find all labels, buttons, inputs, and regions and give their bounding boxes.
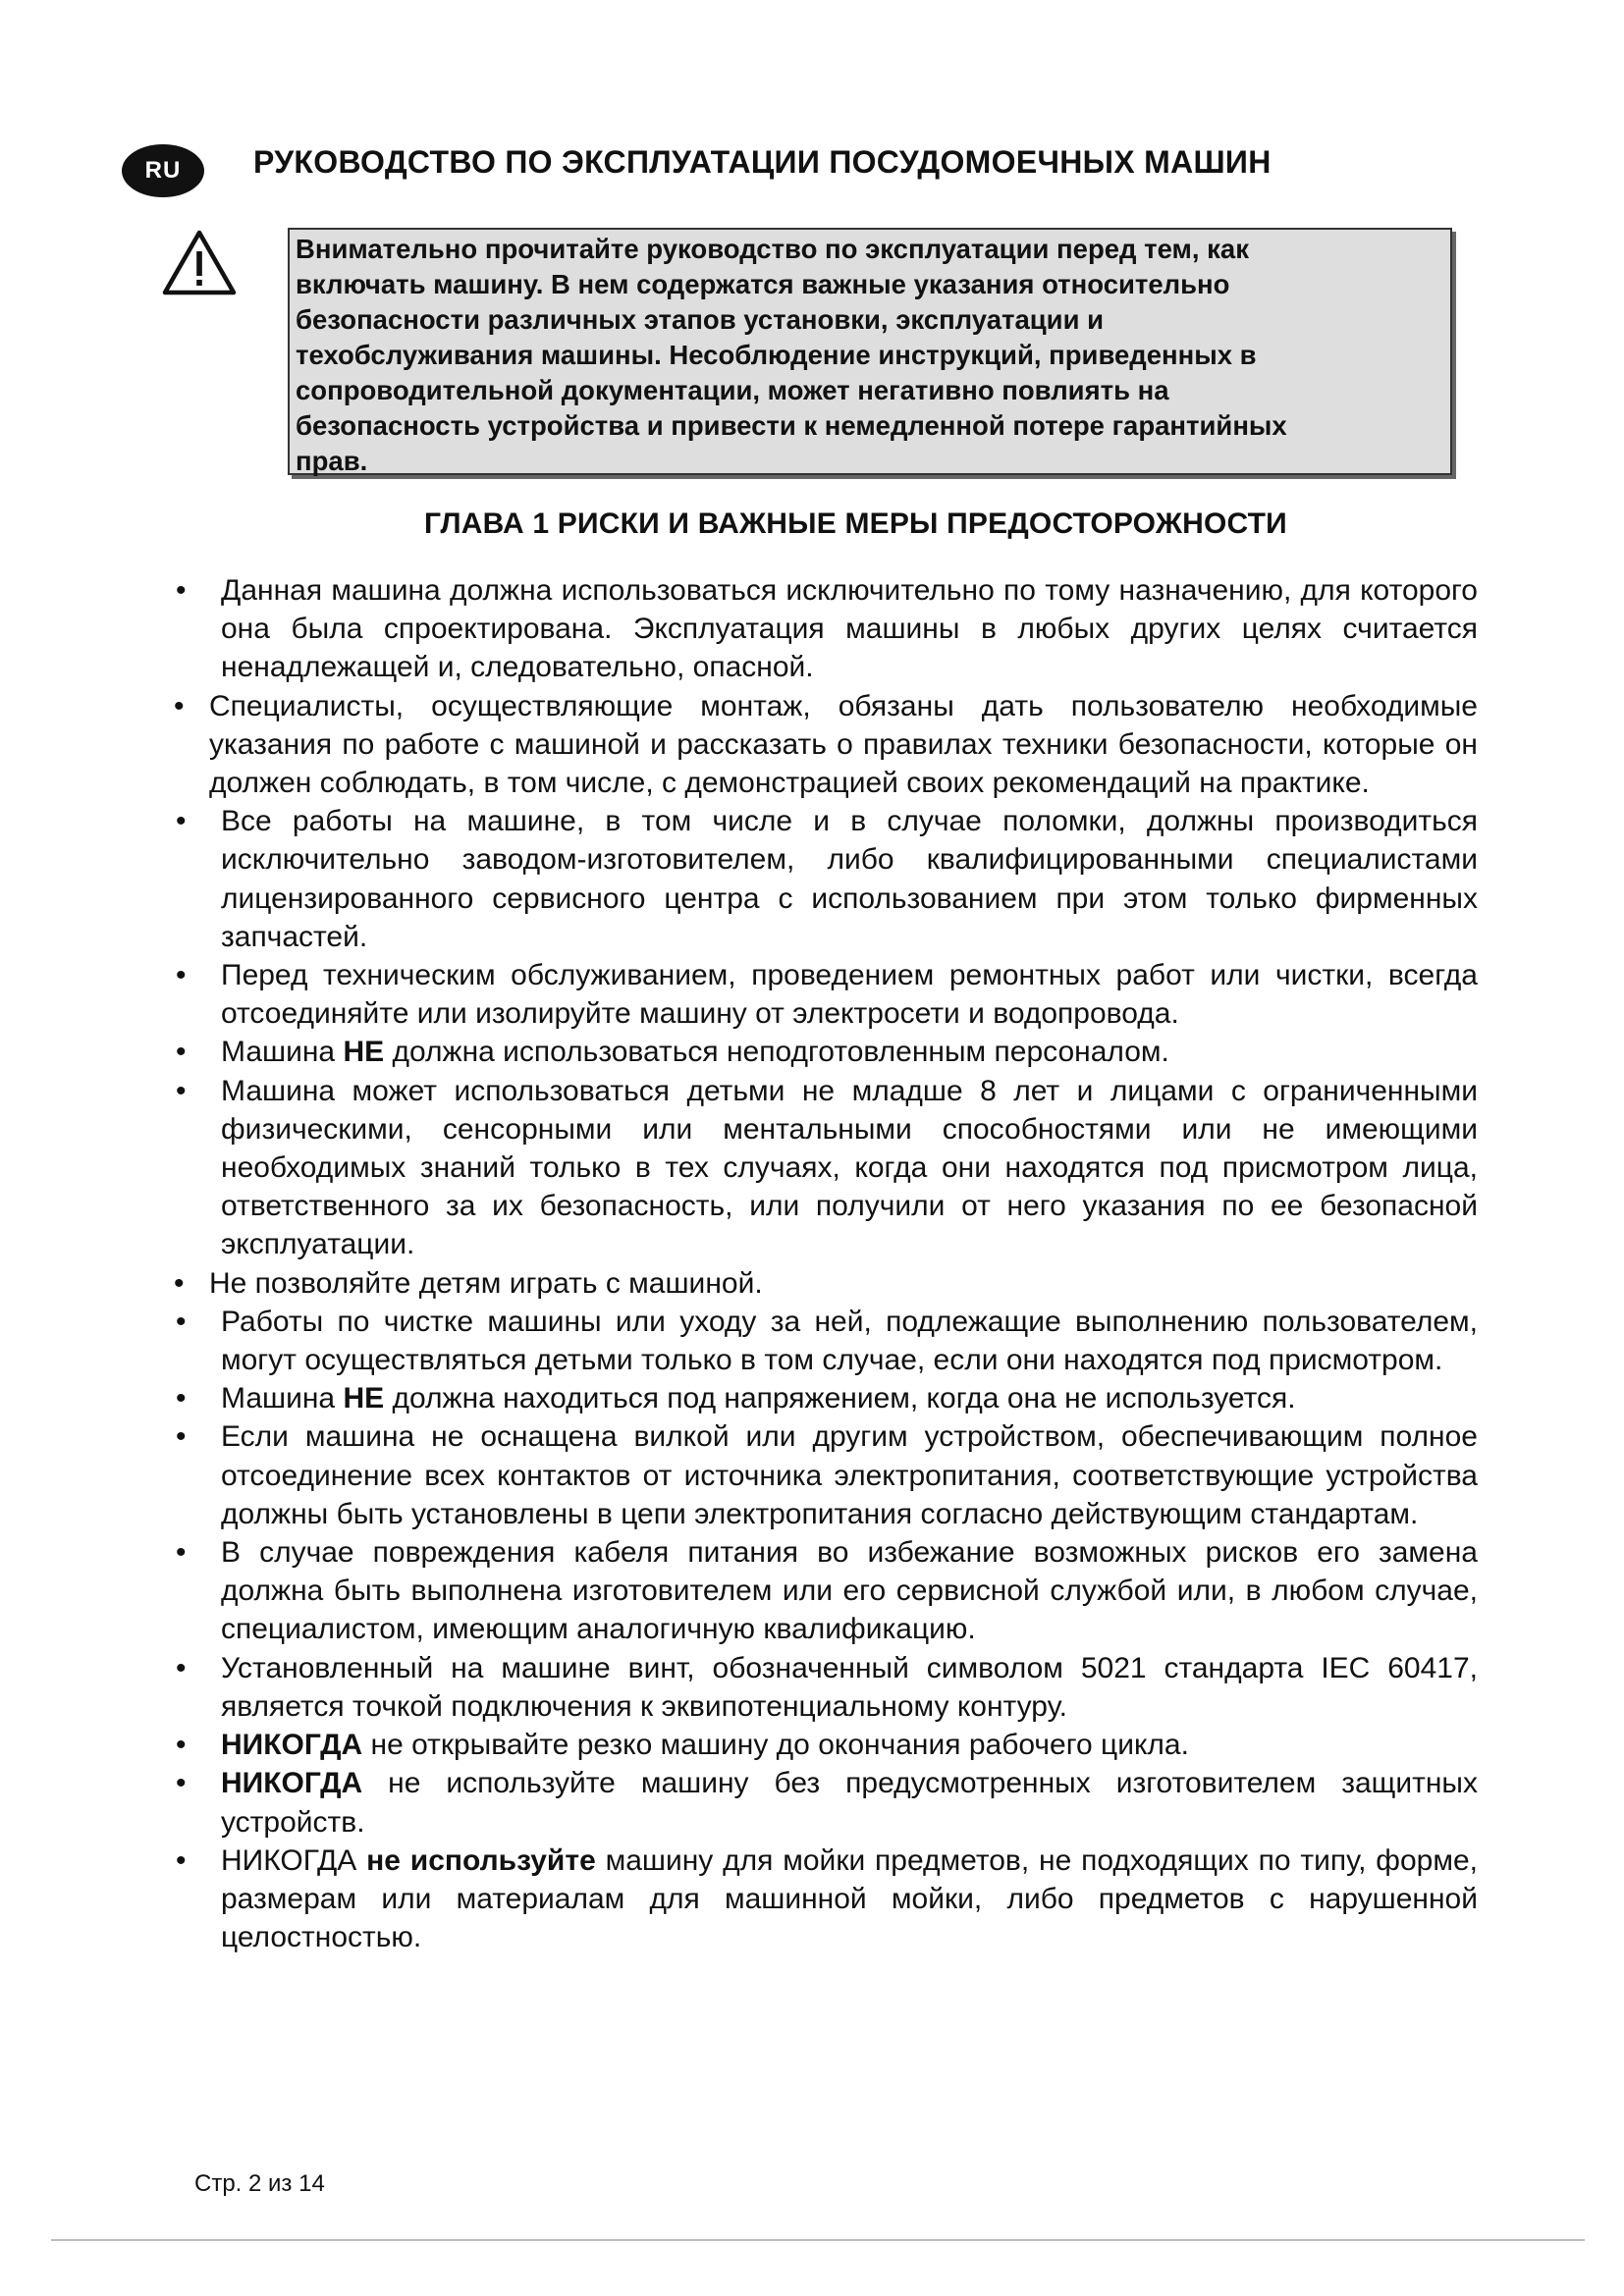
list-item: [170, 687, 1478, 803]
rule-emphasis: НИКОГДА: [221, 1767, 363, 1800]
warning-line: Внимательно прочитайте руководство по эксплуатации перед тем, как: [296, 234, 1249, 264]
rule-text: Машина: [221, 1382, 344, 1415]
rule-text: не открывайте резко машину до окончания рабочего цикла.: [362, 1729, 1189, 1762]
rule-text: машину для мойки предметов, не подходящих по типу, форме, размерам или материалам для машинной мойки, либо предметов с нарушенной целостностью.: [221, 1843, 1478, 1954]
list-item: [170, 802, 1478, 956]
rule-emphasis: НИКОГДА: [221, 1729, 363, 1762]
list-item: [170, 1072, 1478, 1264]
list-item: [170, 1303, 1478, 1379]
rule-text: Не позволяйте детям играть с машиной.: [209, 1266, 763, 1300]
rule-text: Все работы на машине, в том числе и в случае поломки, должны производиться исключительно заводом-изготовителем, либо квалифицированными специалистами лицензированного сервисного центра с использованием при этом только фирменных запчастей.: [221, 805, 1478, 953]
rule-text: Машина: [221, 1036, 344, 1069]
list-item: [170, 956, 1478, 1033]
rule-text: Установленный на машине винт, обозначенный символом 5021 стандарта IEC 60417, является точкой подключения к эквипотенциальному контуру.: [221, 1651, 1478, 1723]
warning-line: включать машину. В нем содержатся важные указания относительно: [296, 269, 1230, 299]
list-item: [170, 1842, 1478, 1957]
list-item: [170, 1764, 1478, 1841]
rule-text: Машина может использоваться детьми не младше 8 лет и лицами с ограниченными физическими, сенсорными или ментальными способностями или не имеющими необходимых знаний только в тех случаях, когда они находятся под присмотром лица, ответственного за их безопасность, или получили от него указания по ее безопасной эксплуатации.: [221, 1074, 1478, 1261]
warning-triangle-icon: [161, 228, 238, 296]
warning-line: сопроводительной документации, может негативно повлиять на: [296, 375, 1169, 405]
document-title: РУКОВОДСТВО ПО ЭКСПЛУАТАЦИИ ПОСУДОМОЕЧНЫХ МАШИН: [253, 144, 1272, 180]
rule-text: должна находиться под напряжением, когда она не используется.: [384, 1382, 1296, 1415]
list-item: [170, 1726, 1478, 1764]
rule-emphasis: НЕ: [343, 1382, 385, 1415]
rule-text: не используйте машину без предусмотренных изготовителем защитных устройств.: [221, 1767, 1478, 1839]
rule-emphasis: НЕ: [343, 1036, 385, 1069]
rule-text: Перед техническим обслуживанием, проведением ремонтных работ или чистки, всегда отсоединяйте или изолируйте машину от электросети и водопровода.: [221, 959, 1478, 1031]
rule-text: Специалисты, осуществляющие монтаж, обязаны дать пользователю необходимые указания по работе с машиной и рассказать о правилах техники безопасности, которые он должен соблюдать, в том числе, с демонстрацией своих рекомендаций на практике.: [209, 689, 1478, 800]
rule-text: Если машина не оснащена вилкой или другим устройством, обеспечивающим полное отсоединение всех контактов от источника электропитания, соответствующие устройства должны быть установлены в цепи электропитания согласно действующим стандартам.: [221, 1420, 1478, 1530]
warning-line: безопасность устройства и привести к немедленной потере гарантийных: [296, 410, 1287, 441]
warning-line: техобслуживания машины. Несоблюдение инструкций, приведенных в: [296, 340, 1257, 370]
list-item: [170, 1417, 1478, 1533]
rule-text: Данная машина должна использоваться исключительно по тому назначению, для которого она была спроектирована. Эксплуатация машины в любых других целях считается ненадлежащей и, следовательно, опасной.: [221, 574, 1478, 684]
footer-divider: [51, 2239, 1585, 2241]
rule-emphasis: не используйте: [366, 1843, 596, 1877]
page-number: Стр. 2 из 14: [194, 2170, 325, 2197]
safety-rules-list: [170, 571, 1478, 1956]
list-item: [170, 571, 1478, 687]
chapter-heading: ГЛАВА 1 РИСКИ И ВАЖНЫЕ МЕРЫ ПРЕДОСТОРОЖНОСТИ: [424, 507, 1287, 540]
rule-text: должна использоваться неподготовленным персоналом.: [384, 1036, 1169, 1069]
warning-line: безопасности различных этапов установки, эксплуатации и: [296, 304, 1105, 335]
list-item: [170, 1379, 1478, 1417]
list-item: [170, 1649, 1478, 1726]
language-badge: RU: [122, 144, 204, 197]
rule-text: В случае повреждения кабеля питания во избежание возможных рисков его замена должна быть выполнена изготовителем или его сервисной службой или, в любом случае, специалистом, имеющим аналогичную квалификацию.: [221, 1536, 1478, 1646]
warning-line: прав.: [296, 446, 368, 476]
list-item: [170, 1033, 1478, 1071]
warning-notice: [288, 228, 1452, 475]
list-item: [170, 1533, 1478, 1649]
rule-text: Работы по чистке машины или уходу за ней, подлежащие выполнению пользователем, могут осуществляться детьми только в том случае, если они находятся под присмотром.: [221, 1305, 1478, 1377]
list-item: [170, 1264, 1478, 1303]
rule-text: НИКОГДА: [221, 1843, 367, 1877]
